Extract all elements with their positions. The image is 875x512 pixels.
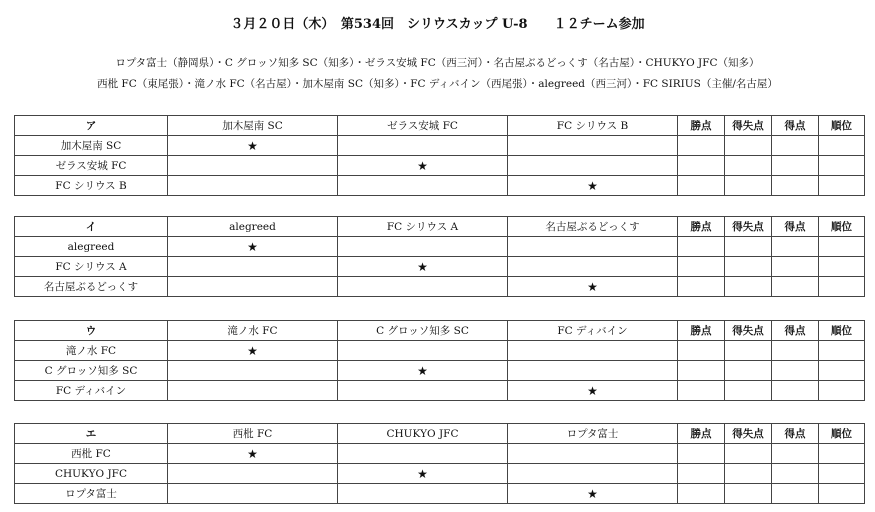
group-header-row [15,217,865,237]
match-result-cell [338,381,508,401]
self-match-star-icon: ★ [338,156,508,176]
match-result-cell [508,341,678,361]
stat-header: 得点 [772,424,819,444]
stat-cell [678,341,725,361]
stat-cell [678,237,725,257]
stat-cell [819,341,865,361]
match-result-cell [168,464,338,484]
match-result-cell [168,156,338,176]
stat-cell [678,464,725,484]
stat-header: 順位 [819,217,865,237]
team-name: 西枇 FC [15,444,168,464]
group-header-row [15,321,865,341]
stat-cell [725,176,772,196]
stat-header: 勝点 [678,217,725,237]
table-row [15,176,865,196]
opponent-header: ゼラス安城 FC [338,116,508,136]
opponent-header: C グロッソ知多 SC [338,321,508,341]
stat-cell [772,176,819,196]
stat-cell [725,361,772,381]
stat-cell [772,257,819,277]
table-row [15,381,865,401]
stat-header: 得点 [772,321,819,341]
stat-header: 順位 [819,321,865,341]
stat-header: 順位 [819,424,865,444]
stat-cell [725,484,772,504]
stat-cell [725,277,772,297]
opponent-header: 滝ノ水 FC [168,321,338,341]
stat-cell [678,484,725,504]
self-match-star-icon: ★ [508,484,678,504]
team-name: 加木屋南 SC [15,136,168,156]
stat-cell [772,484,819,504]
stat-cell [772,444,819,464]
team-name: CHUKYO JFC [15,464,168,484]
table-row [15,156,865,176]
stat-cell [678,136,725,156]
match-result-cell [338,484,508,504]
match-result-cell [168,381,338,401]
group-table [14,320,865,401]
team-name: alegreed [15,237,168,257]
stat-header: 得失点 [725,217,772,237]
group-table [14,423,865,504]
opponent-header: alegreed [168,217,338,237]
table-row [15,464,865,484]
match-result-cell [338,136,508,156]
stat-cell [819,176,865,196]
opponent-header: FC シリウス A [338,217,508,237]
stat-cell [725,444,772,464]
team-name: 滝ノ水 FC [15,341,168,361]
table-row [15,237,865,257]
opponent-header: FC シリウス B [508,116,678,136]
stat-cell [819,156,865,176]
group-label: エ [15,424,168,444]
self-match-star-icon: ★ [508,277,678,297]
stat-cell [772,237,819,257]
stat-cell [819,484,865,504]
stat-cell [819,361,865,381]
stat-header: 得点 [772,116,819,136]
group-table [14,115,865,196]
stat-cell [819,277,865,297]
stat-cell [772,361,819,381]
stat-header: 勝点 [678,116,725,136]
match-result-cell [338,237,508,257]
table-row [15,341,865,361]
stat-cell [772,464,819,484]
match-result-cell [508,464,678,484]
table-row [15,257,865,277]
stat-cell [678,444,725,464]
stat-cell [725,381,772,401]
table-row [15,361,865,381]
stat-header: 得失点 [725,321,772,341]
match-result-cell [168,277,338,297]
stat-cell [819,257,865,277]
match-result-cell [508,257,678,277]
stat-header: 勝点 [678,424,725,444]
stat-cell [725,257,772,277]
team-name: ロプタ富士 [15,484,168,504]
stat-header: 得点 [772,217,819,237]
self-match-star-icon: ★ [508,381,678,401]
opponent-header: 名古屋ぶるどっくす [508,217,678,237]
self-match-star-icon: ★ [168,444,338,464]
self-match-star-icon: ★ [168,136,338,156]
table-row [15,484,865,504]
group-header-row [15,424,865,444]
stat-cell [772,277,819,297]
stat-cell [678,277,725,297]
match-result-cell [508,136,678,156]
stat-cell [725,237,772,257]
table-row [15,277,865,297]
stat-header: 順位 [819,116,865,136]
participating-teams-line-2: 西枇 FC（東尾張）・滝ノ水 FC（名古屋）・加木屋南 SC（知多）・FC ディバイン（西尾張）・alegreed（西三河）・FC SIRIUS（主催/名古屋） [97,78,778,90]
stat-cell [678,257,725,277]
self-match-star-icon: ★ [508,176,678,196]
match-result-cell [338,176,508,196]
match-result-cell [338,444,508,464]
stat-cell [725,136,772,156]
opponent-header: 加木屋南 SC [168,116,338,136]
team-name: FC シリウス B [15,176,168,196]
stat-cell [819,381,865,401]
stat-header: 得失点 [725,116,772,136]
stat-cell [678,176,725,196]
table-row [15,136,865,156]
self-match-star-icon: ★ [168,237,338,257]
stat-cell [772,156,819,176]
match-result-cell [508,444,678,464]
stat-cell [725,464,772,484]
match-result-cell [168,484,338,504]
participating-teams-line-1: ロプタ富士（静岡県）・C グロッソ知多 SC（知多）・ゼラス安城 FC（西三河）・名古屋ぶるどっくす（名古屋）・CHUKYO JFC（知多） [115,57,760,69]
stat-cell [725,156,772,176]
match-result-cell [508,237,678,257]
team-name: ゼラス安城 FC [15,156,168,176]
self-match-star-icon: ★ [338,361,508,381]
self-match-star-icon: ★ [338,257,508,277]
stat-cell [819,464,865,484]
stat-cell [772,381,819,401]
match-result-cell [508,156,678,176]
opponent-header: ロプタ富士 [508,424,678,444]
match-result-cell [338,277,508,297]
stat-cell [772,136,819,156]
stat-header: 勝点 [678,321,725,341]
group-header-row [15,116,865,136]
team-name: FC シリウス A [15,257,168,277]
stat-cell [678,156,725,176]
match-result-cell [168,176,338,196]
match-result-cell [338,341,508,361]
opponent-header: CHUKYO JFC [338,424,508,444]
stat-cell [819,136,865,156]
opponent-header: 西枇 FC [168,424,338,444]
team-name: 名古屋ぶるどっくす [15,277,168,297]
stat-cell [819,237,865,257]
stat-cell [678,361,725,381]
self-match-star-icon: ★ [168,341,338,361]
team-name: FC ディバイン [15,381,168,401]
opponent-header: FC ディバイン [508,321,678,341]
match-result-cell [168,361,338,381]
stat-cell [772,341,819,361]
group-label: ウ [15,321,168,341]
team-name: C グロッソ知多 SC [15,361,168,381]
group-label: イ [15,217,168,237]
stat-header: 得失点 [725,424,772,444]
page-title: ３月２０日（木） 第534回 シリウスカップ U-8 １２チーム参加 [230,17,645,32]
group-label: ア [15,116,168,136]
stat-cell [819,444,865,464]
stat-cell [725,341,772,361]
stat-cell [678,381,725,401]
table-row [15,444,865,464]
match-result-cell [508,361,678,381]
group-table [14,216,865,297]
match-result-cell [168,257,338,277]
self-match-star-icon: ★ [338,464,508,484]
